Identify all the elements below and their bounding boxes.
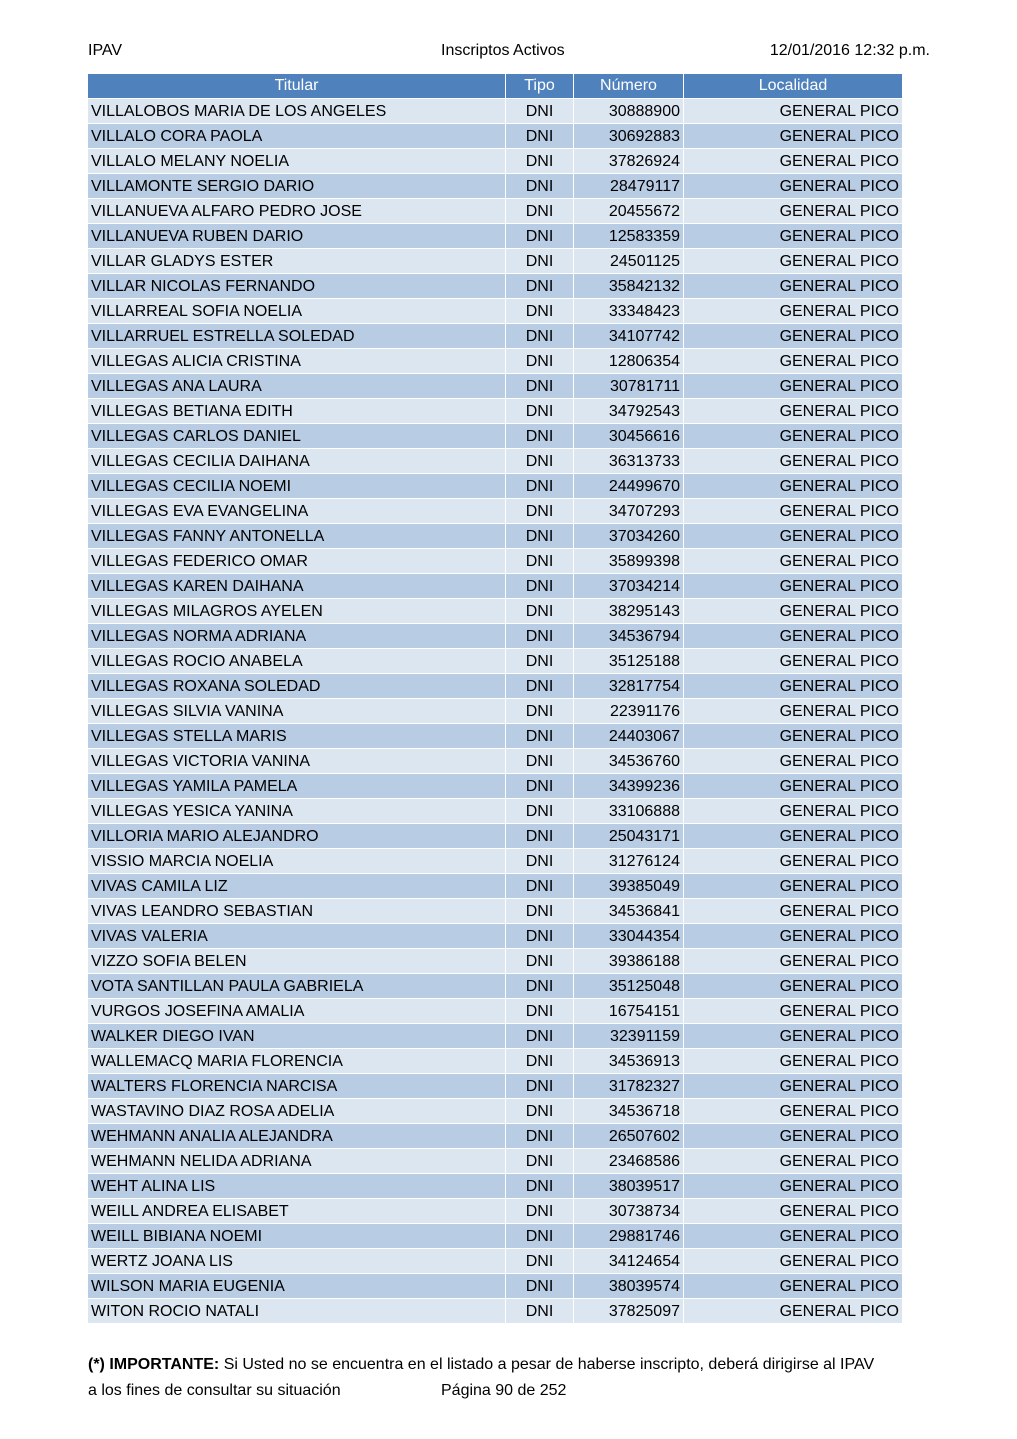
cell-localidad: GENERAL PICO [684, 798, 902, 823]
cell-tipo: DNI [506, 1048, 574, 1073]
cell-localidad: GENERAL PICO [684, 898, 902, 923]
cell-tipo: DNI [506, 623, 574, 648]
cell-tipo: DNI [506, 98, 574, 123]
cell-titular: VILLANUEVA RUBEN DARIO [88, 223, 506, 248]
cell-titular: WALKER DIEGO IVAN [88, 1023, 506, 1048]
cell-localidad: GENERAL PICO [684, 1173, 902, 1198]
cell-numero: 34107742 [574, 323, 684, 348]
cell-localidad: GENERAL PICO [684, 648, 902, 673]
cell-tipo: DNI [506, 1123, 574, 1148]
cell-numero: 16754151 [574, 998, 684, 1023]
table-row [88, 223, 902, 248]
cell-numero: 25043171 [574, 823, 684, 848]
important-label: (*) IMPORTANTE: [88, 1356, 220, 1373]
page-number: Página 90 de 252 [441, 1382, 567, 1399]
cell-titular: VILLEGAS YAMILA PAMELA [88, 773, 506, 798]
cell-localidad: GENERAL PICO [684, 998, 902, 1023]
table-body [88, 98, 902, 1323]
table-row [88, 923, 902, 948]
cell-localidad: GENERAL PICO [684, 1073, 902, 1098]
cell-tipo: DNI [506, 248, 574, 273]
table-row [88, 248, 902, 273]
table-row [88, 1023, 902, 1048]
cell-localidad: GENERAL PICO [684, 173, 902, 198]
cell-tipo: DNI [506, 873, 574, 898]
cell-titular: VILLEGAS ALICIA CRISTINA [88, 348, 506, 373]
cell-localidad: GENERAL PICO [684, 1123, 902, 1148]
cell-tipo: DNI [506, 398, 574, 423]
cell-tipo: DNI [506, 173, 574, 198]
table-row [88, 1148, 902, 1173]
table-row [88, 148, 902, 173]
cell-numero: 34536718 [574, 1098, 684, 1123]
table-row [88, 198, 902, 223]
table-row [88, 598, 902, 623]
cell-numero: 34124654 [574, 1248, 684, 1273]
cell-tipo: DNI [506, 1248, 574, 1273]
cell-titular: WEILL BIBIANA NOEMI [88, 1223, 506, 1248]
cell-localidad: GENERAL PICO [684, 223, 902, 248]
cell-numero: 30738734 [574, 1198, 684, 1223]
cell-tipo: DNI [506, 1173, 574, 1198]
cell-numero: 32817754 [574, 673, 684, 698]
cell-numero: 38039517 [574, 1173, 684, 1198]
cell-numero: 39386188 [574, 948, 684, 973]
cell-numero: 31782327 [574, 1073, 684, 1098]
table-row [88, 373, 902, 398]
cell-tipo: DNI [506, 748, 574, 773]
cell-localidad: GENERAL PICO [684, 1148, 902, 1173]
cell-localidad: GENERAL PICO [684, 598, 902, 623]
cell-numero: 30781711 [574, 373, 684, 398]
cell-tipo: DNI [506, 473, 574, 498]
cell-localidad: GENERAL PICO [684, 773, 902, 798]
cell-titular: VILLEGAS BETIANA EDITH [88, 398, 506, 423]
document-title: Inscriptos Activos [441, 42, 565, 59]
table-row [88, 473, 902, 498]
table-row [88, 298, 902, 323]
cell-tipo: DNI [506, 198, 574, 223]
cell-tipo: DNI [506, 223, 574, 248]
cell-numero: 38039574 [574, 1273, 684, 1298]
cell-tipo: DNI [506, 1198, 574, 1223]
table-row [88, 873, 902, 898]
cell-numero: 35125048 [574, 973, 684, 998]
column-header-localidad: Localidad [684, 74, 902, 98]
cell-numero: 28479117 [574, 173, 684, 198]
column-header-numero: Número [574, 74, 684, 98]
cell-titular: WERTZ JOANA LIS [88, 1248, 506, 1273]
cell-titular: VILLALO MELANY NOELIA [88, 148, 506, 173]
cell-numero: 36313733 [574, 448, 684, 473]
table-row [88, 423, 902, 448]
table-row [88, 273, 902, 298]
cell-localidad: GENERAL PICO [684, 273, 902, 298]
cell-numero: 32391159 [574, 1023, 684, 1048]
cell-localidad: GENERAL PICO [684, 1198, 902, 1223]
cell-titular: VILLEGAS EVA EVANGELINA [88, 498, 506, 523]
page-footer [88, 1352, 948, 1404]
cell-titular: VILLAR NICOLAS FERNANDO [88, 273, 506, 298]
cell-titular: VISSIO MARCIA NOELIA [88, 848, 506, 873]
cell-titular: VILLEGAS CECILIA NOEMI [88, 473, 506, 498]
cell-tipo: DNI [506, 798, 574, 823]
cell-titular: WEILL ANDREA ELISABET [88, 1198, 506, 1223]
cell-localidad: GENERAL PICO [684, 98, 902, 123]
cell-localidad: GENERAL PICO [684, 748, 902, 773]
cell-localidad: GENERAL PICO [684, 398, 902, 423]
cell-titular: VILLEGAS FEDERICO OMAR [88, 548, 506, 573]
table-row [88, 748, 902, 773]
cell-titular: VILLEGAS YESICA YANINA [88, 798, 506, 823]
cell-localidad: GENERAL PICO [684, 473, 902, 498]
table-row [88, 948, 902, 973]
table-row [88, 723, 902, 748]
cell-titular: WEHMANN NELIDA ADRIANA [88, 1148, 506, 1173]
cell-numero: 29881746 [574, 1223, 684, 1248]
cell-localidad: GENERAL PICO [684, 1023, 902, 1048]
cell-tipo: DNI [506, 1298, 574, 1323]
table-row [88, 323, 902, 348]
cell-numero: 22391176 [574, 698, 684, 723]
cell-numero: 37826924 [574, 148, 684, 173]
cell-numero: 37825097 [574, 1298, 684, 1323]
cell-numero: 35842132 [574, 273, 684, 298]
cell-tipo: DNI [506, 573, 574, 598]
cell-tipo: DNI [506, 373, 574, 398]
table-row [88, 1173, 902, 1198]
cell-numero: 30456616 [574, 423, 684, 448]
cell-titular: VILLAR GLADYS ESTER [88, 248, 506, 273]
cell-titular: VILLARREAL SOFIA NOELIA [88, 298, 506, 323]
cell-numero: 24403067 [574, 723, 684, 748]
table-row [88, 398, 902, 423]
table-row [88, 1298, 902, 1323]
cell-tipo: DNI [506, 598, 574, 623]
cell-numero: 24499670 [574, 473, 684, 498]
cell-numero: 30888900 [574, 98, 684, 123]
cell-localidad: GENERAL PICO [684, 348, 902, 373]
cell-numero: 12806354 [574, 348, 684, 373]
cell-localidad: GENERAL PICO [684, 1048, 902, 1073]
cell-numero: 33044354 [574, 923, 684, 948]
table-row [88, 1248, 902, 1273]
cell-localidad: GENERAL PICO [684, 148, 902, 173]
cell-tipo: DNI [506, 273, 574, 298]
cell-numero: 34792543 [574, 398, 684, 423]
cell-localidad: GENERAL PICO [684, 523, 902, 548]
cell-numero: 33106888 [574, 798, 684, 823]
table-row [88, 848, 902, 873]
table-row [88, 1073, 902, 1098]
cell-titular: VILLARRUEL ESTRELLA SOLEDAD [88, 323, 506, 348]
table-row [88, 1223, 902, 1248]
cell-localidad: GENERAL PICO [684, 1223, 902, 1248]
cell-numero: 30692883 [574, 123, 684, 148]
cell-localidad: GENERAL PICO [684, 673, 902, 698]
cell-tipo: DNI [506, 823, 574, 848]
cell-localidad: GENERAL PICO [684, 123, 902, 148]
table-row [88, 973, 902, 998]
table-row [88, 123, 902, 148]
table-row [88, 798, 902, 823]
table-row [88, 1048, 902, 1073]
cell-tipo: DNI [506, 973, 574, 998]
cell-localidad: GENERAL PICO [684, 373, 902, 398]
notice-continuation: a los fines de consultar su situación [88, 1382, 341, 1399]
cell-numero: 23468586 [574, 1148, 684, 1173]
cell-localidad: GENERAL PICO [684, 323, 902, 348]
cell-tipo: DNI [506, 1098, 574, 1123]
cell-tipo: DNI [506, 923, 574, 948]
cell-localidad: GENERAL PICO [684, 1248, 902, 1273]
cell-numero: 34536841 [574, 898, 684, 923]
cell-titular: WASTAVINO DIAZ ROSA ADELIA [88, 1098, 506, 1123]
table-row [88, 98, 902, 123]
cell-numero: 12583359 [574, 223, 684, 248]
cell-tipo: DNI [506, 523, 574, 548]
cell-tipo: DNI [506, 323, 574, 348]
cell-titular: VOTA SANTILLAN PAULA GABRIELA [88, 973, 506, 998]
cell-localidad: GENERAL PICO [684, 498, 902, 523]
cell-localidad: GENERAL PICO [684, 248, 902, 273]
cell-localidad: GENERAL PICO [684, 1273, 902, 1298]
cell-titular: VURGOS JOSEFINA AMALIA [88, 998, 506, 1023]
cell-tipo: DNI [506, 1023, 574, 1048]
important-text: Si Usted no se encuentra en el listado a pesar de haberse inscripto, deberá dirigirse al IPAV [219, 1356, 875, 1373]
cell-localidad: GENERAL PICO [684, 923, 902, 948]
cell-tipo: DNI [506, 423, 574, 448]
cell-localidad: GENERAL PICO [684, 623, 902, 648]
cell-titular: VILLEGAS ANA LAURA [88, 373, 506, 398]
cell-titular: WALTERS FLORENCIA NARCISA [88, 1073, 506, 1098]
cell-titular: VILLEGAS ROCIO ANABELA [88, 648, 506, 673]
table-row [88, 348, 902, 373]
cell-localidad: GENERAL PICO [684, 848, 902, 873]
cell-localidad: GENERAL PICO [684, 873, 902, 898]
cell-titular: VILLEGAS CARLOS DANIEL [88, 423, 506, 448]
cell-titular: WILSON MARIA EUGENIA [88, 1273, 506, 1298]
table-row [88, 573, 902, 598]
table-row [88, 698, 902, 723]
cell-localidad: GENERAL PICO [684, 723, 902, 748]
cell-numero: 20455672 [574, 198, 684, 223]
cell-tipo: DNI [506, 498, 574, 523]
table-row [88, 523, 902, 548]
cell-titular: VILLEGAS ROXANA SOLEDAD [88, 673, 506, 698]
cell-titular: VILLEGAS FANNY ANTONELLA [88, 523, 506, 548]
cell-localidad: GENERAL PICO [684, 698, 902, 723]
cell-tipo: DNI [506, 448, 574, 473]
table-row [88, 1198, 902, 1223]
cell-tipo: DNI [506, 898, 574, 923]
cell-numero: 34536913 [574, 1048, 684, 1073]
cell-tipo: DNI [506, 148, 574, 173]
cell-tipo: DNI [506, 1223, 574, 1248]
cell-tipo: DNI [506, 948, 574, 973]
cell-localidad: GENERAL PICO [684, 198, 902, 223]
cell-localidad: GENERAL PICO [684, 423, 902, 448]
cell-localidad: GENERAL PICO [684, 298, 902, 323]
cell-tipo: DNI [506, 1073, 574, 1098]
cell-titular: VIZZO SOFIA BELEN [88, 948, 506, 973]
table-row [88, 1123, 902, 1148]
cell-tipo: DNI [506, 298, 574, 323]
cell-titular: WEHT ALINA LIS [88, 1173, 506, 1198]
cell-numero: 37034260 [574, 523, 684, 548]
table-row [88, 1273, 902, 1298]
cell-numero: 34707293 [574, 498, 684, 523]
cell-titular: VILLEGAS STELLA MARIS [88, 723, 506, 748]
cell-localidad: GENERAL PICO [684, 448, 902, 473]
cell-titular: VIVAS CAMILA LIZ [88, 873, 506, 898]
cell-titular: VILLANUEVA ALFARO PEDRO JOSE [88, 198, 506, 223]
org-name: IPAV [88, 42, 123, 59]
table-header-row [88, 74, 902, 98]
table-row [88, 548, 902, 573]
cell-numero: 34399236 [574, 773, 684, 798]
cell-localidad: GENERAL PICO [684, 823, 902, 848]
cell-tipo: DNI [506, 1148, 574, 1173]
table-row [88, 448, 902, 473]
cell-localidad: GENERAL PICO [684, 973, 902, 998]
cell-tipo: DNI [506, 348, 574, 373]
column-header-titular: Titular [88, 74, 506, 98]
cell-numero: 31276124 [574, 848, 684, 873]
cell-titular: VILLEGAS SILVIA VANINA [88, 698, 506, 723]
table-row [88, 1098, 902, 1123]
cell-numero: 35125188 [574, 648, 684, 673]
table-row [88, 823, 902, 848]
cell-tipo: DNI [506, 723, 574, 748]
cell-titular: VILLALOBOS MARIA DE LOS ANGELES [88, 98, 506, 123]
table-row [88, 773, 902, 798]
table-row [88, 173, 902, 198]
cell-numero: 37034214 [574, 573, 684, 598]
cell-numero: 34536760 [574, 748, 684, 773]
cell-tipo: DNI [506, 123, 574, 148]
cell-tipo: DNI [506, 648, 574, 673]
cell-titular: VILLAMONTE SERGIO DARIO [88, 173, 506, 198]
cell-numero: 34536794 [574, 623, 684, 648]
table-row [88, 648, 902, 673]
table-row [88, 998, 902, 1023]
cell-localidad: GENERAL PICO [684, 1098, 902, 1123]
cell-tipo: DNI [506, 773, 574, 798]
cell-titular: WITON ROCIO NATALI [88, 1298, 506, 1323]
cell-localidad: GENERAL PICO [684, 948, 902, 973]
cell-titular: VILLEGAS NORMA ADRIANA [88, 623, 506, 648]
cell-numero: 26507602 [574, 1123, 684, 1148]
cell-numero: 38295143 [574, 598, 684, 623]
cell-tipo: DNI [506, 848, 574, 873]
cell-titular: VILLALO CORA PAOLA [88, 123, 506, 148]
important-notice [88, 1352, 948, 1378]
cell-numero: 35899398 [574, 548, 684, 573]
cell-localidad: GENERAL PICO [684, 573, 902, 598]
cell-titular: VIVAS VALERIA [88, 923, 506, 948]
cell-titular: VIVAS LEANDRO SEBASTIAN [88, 898, 506, 923]
cell-tipo: DNI [506, 673, 574, 698]
cell-titular: VILLEGAS KAREN DAIHANA [88, 573, 506, 598]
table-row [88, 498, 902, 523]
table-row [88, 898, 902, 923]
cell-titular: WEHMANN ANALIA ALEJANDRA [88, 1123, 506, 1148]
cell-tipo: DNI [506, 998, 574, 1023]
cell-numero: 39385049 [574, 873, 684, 898]
cell-tipo: DNI [506, 698, 574, 723]
cell-localidad: GENERAL PICO [684, 1298, 902, 1323]
cell-titular: VILLEGAS VICTORIA VANINA [88, 748, 506, 773]
inscriptos-table [88, 74, 902, 1323]
page-header [88, 42, 930, 64]
column-header-tipo: Tipo [506, 74, 574, 98]
cell-titular: VILLORIA MARIO ALEJANDRO [88, 823, 506, 848]
table-row [88, 673, 902, 698]
cell-numero: 33348423 [574, 298, 684, 323]
print-datetime: 12/01/2016 12:32 p.m. [769, 42, 930, 59]
cell-localidad: GENERAL PICO [684, 548, 902, 573]
table-row [88, 623, 902, 648]
cell-numero: 24501125 [574, 248, 684, 273]
cell-titular: WALLEMACQ MARIA FLORENCIA [88, 1048, 506, 1073]
cell-titular: VILLEGAS MILAGROS AYELEN [88, 598, 506, 623]
cell-titular: VILLEGAS CECILIA DAIHANA [88, 448, 506, 473]
cell-tipo: DNI [506, 1273, 574, 1298]
cell-tipo: DNI [506, 548, 574, 573]
